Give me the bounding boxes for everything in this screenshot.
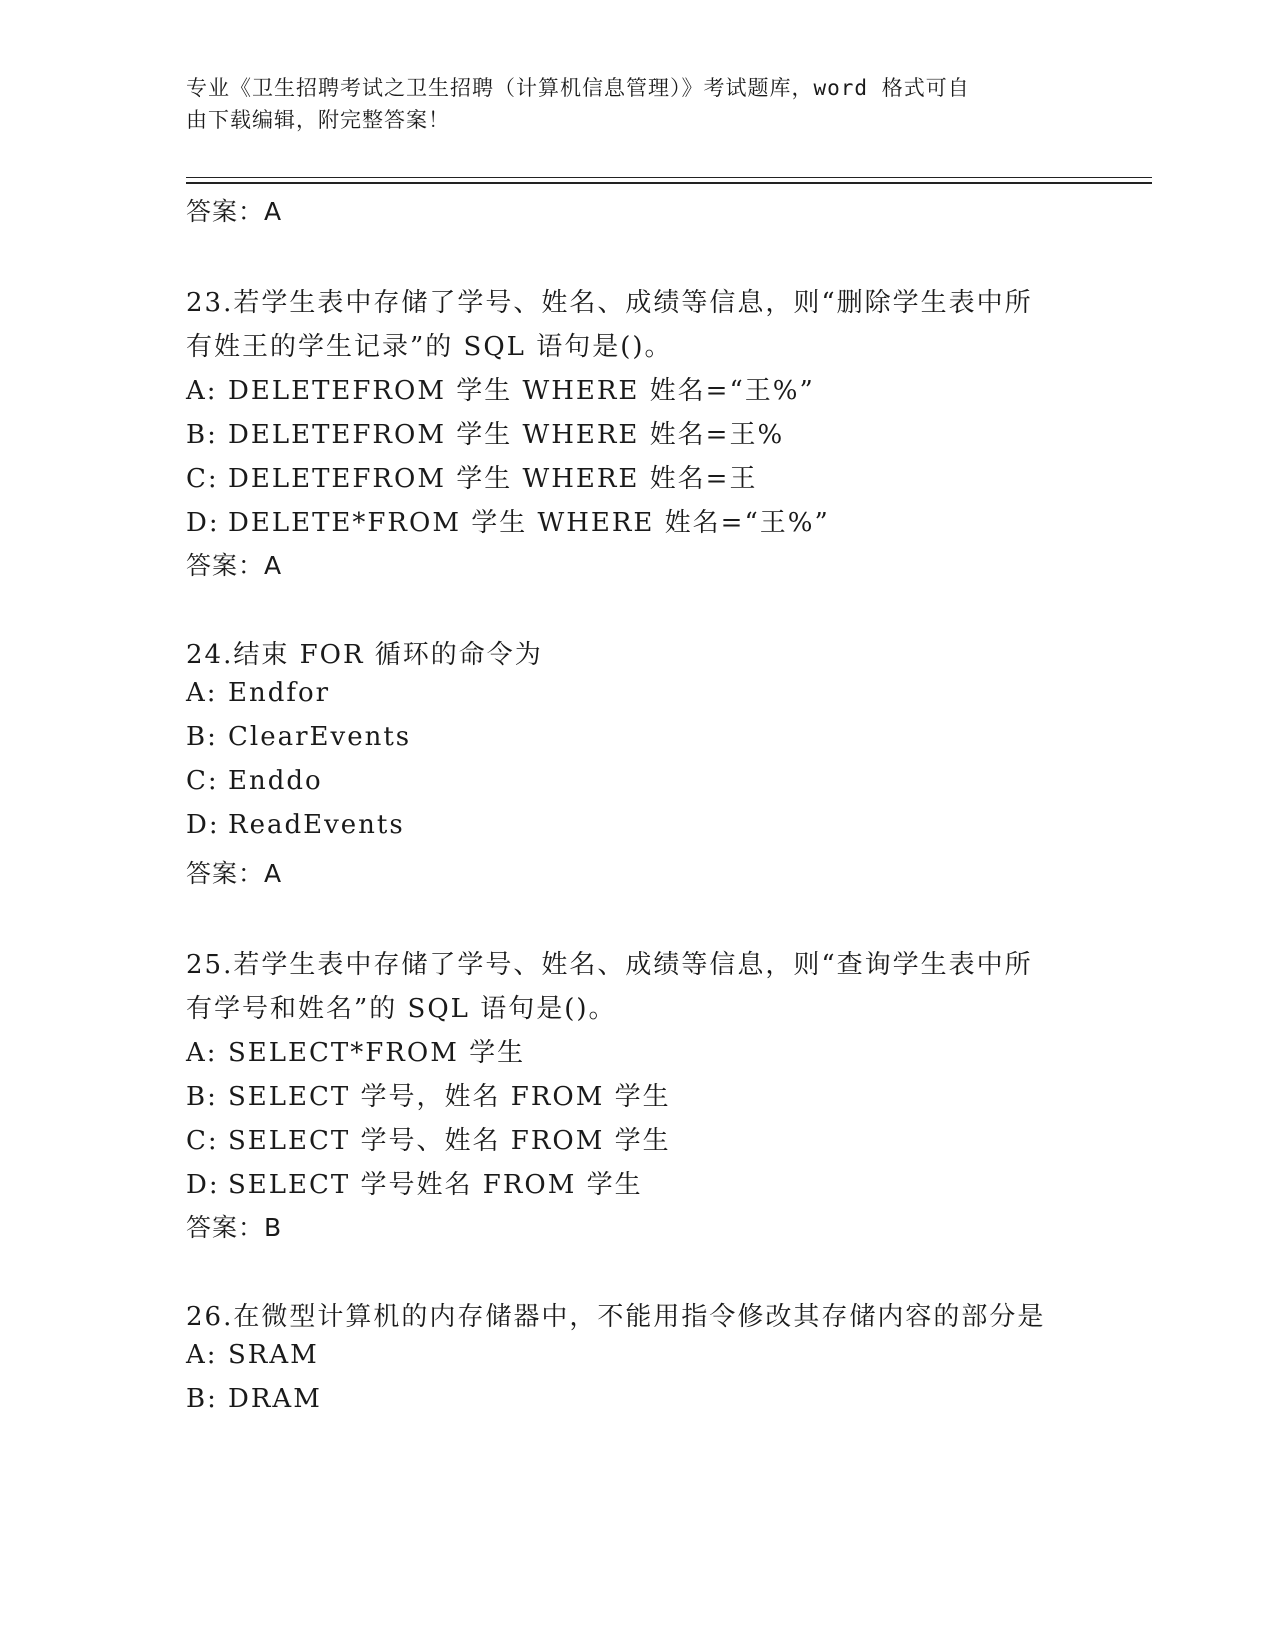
q25-text-line-2: 有学号和姓名”的 SQL 语句是()。 — [186, 994, 617, 1024]
q25-option-c — [186, 1120, 671, 1157]
option-label: C: — [186, 1126, 219, 1156]
option-text: SELECT 学号、姓名 FROM 学生 — [228, 1126, 671, 1156]
option-text: DELETE*FROM 学生 WHERE 姓名=“王%” — [228, 508, 830, 538]
option-label: D: — [186, 1170, 220, 1200]
q23-answer: 答案：A — [186, 551, 283, 580]
option-text: Endfor — [228, 678, 331, 708]
q25-answer: 答案：B — [186, 1213, 283, 1242]
q23-option-c — [186, 458, 757, 495]
q24-option-a — [186, 678, 330, 708]
q24-option-d — [186, 810, 405, 840]
q25-option-b — [186, 1076, 671, 1113]
q24-option-c — [186, 766, 323, 796]
option-text: DRAM — [228, 1384, 322, 1414]
option-text: DELETEFROM 学生 WHERE 姓名=王% — [228, 420, 785, 450]
header-divider-thick — [186, 182, 1152, 184]
option-text: ClearEvents — [228, 722, 412, 752]
option-label: B: — [186, 722, 218, 752]
q23-option-a — [186, 370, 815, 407]
option-label: C: — [186, 766, 219, 796]
option-text: SELECT*FROM 学生 — [228, 1038, 526, 1068]
option-text: Enddo — [228, 766, 323, 796]
document-header — [186, 72, 1066, 136]
q25-option-d — [186, 1164, 643, 1201]
option-label: B: — [186, 1384, 218, 1414]
q26-option-b — [186, 1384, 322, 1414]
option-label: B: — [186, 1082, 218, 1112]
option-label: A: — [186, 1340, 218, 1370]
q23-text-line-1: 23.若学生表中存储了学号、姓名、成绩等信息，则“删除学生表中所 — [186, 288, 1033, 318]
option-text: SRAM — [228, 1340, 319, 1370]
q23-option-b — [186, 414, 784, 451]
option-label: D: — [186, 508, 220, 538]
q25-text-line-1: 25.若学生表中存储了学号、姓名、成绩等信息，则“查询学生表中所 — [186, 950, 1033, 980]
header-line-1: 专业《卫生招聘考试之卫生招聘（计算机信息管理）》考试题库，word 格式可自 — [186, 76, 970, 100]
q24-text-line-1: 24.结束 FOR 循环的命令为 — [186, 640, 543, 670]
q26-option-a — [186, 1340, 319, 1370]
option-label: A: — [186, 376, 218, 406]
header-divider-thin — [186, 177, 1152, 178]
q24-answer: 答案：A — [186, 859, 283, 888]
option-label: A: — [186, 1038, 218, 1068]
option-label: C: — [186, 464, 219, 494]
option-text: ReadEvents — [228, 810, 405, 840]
option-text: SELECT 学号，姓名 FROM 学生 — [228, 1082, 671, 1112]
option-label: A: — [186, 678, 218, 708]
q26-text-line-1: 26.在微型计算机的内存储器中，不能用指令修改其存储内容的部分是 — [186, 1302, 1046, 1332]
q25-option-a — [186, 1032, 525, 1069]
option-label: B: — [186, 420, 218, 450]
header-line-2: 由下载编辑，附完整答案！ — [186, 108, 450, 132]
answer-prev: 答案：A — [186, 197, 283, 226]
q24-option-b — [186, 722, 411, 752]
option-text: SELECT 学号姓名 FROM 学生 — [228, 1170, 643, 1200]
option-text: DELETEFROM 学生 WHERE 姓名=王 — [228, 464, 758, 494]
q23-text-line-2: 有姓王的学生记录”的 SQL 语句是()。 — [186, 332, 673, 362]
q23-option-d — [186, 502, 830, 539]
option-text: DELETEFROM 学生 WHERE 姓名=“王%” — [228, 376, 815, 406]
option-label: D: — [186, 810, 220, 840]
